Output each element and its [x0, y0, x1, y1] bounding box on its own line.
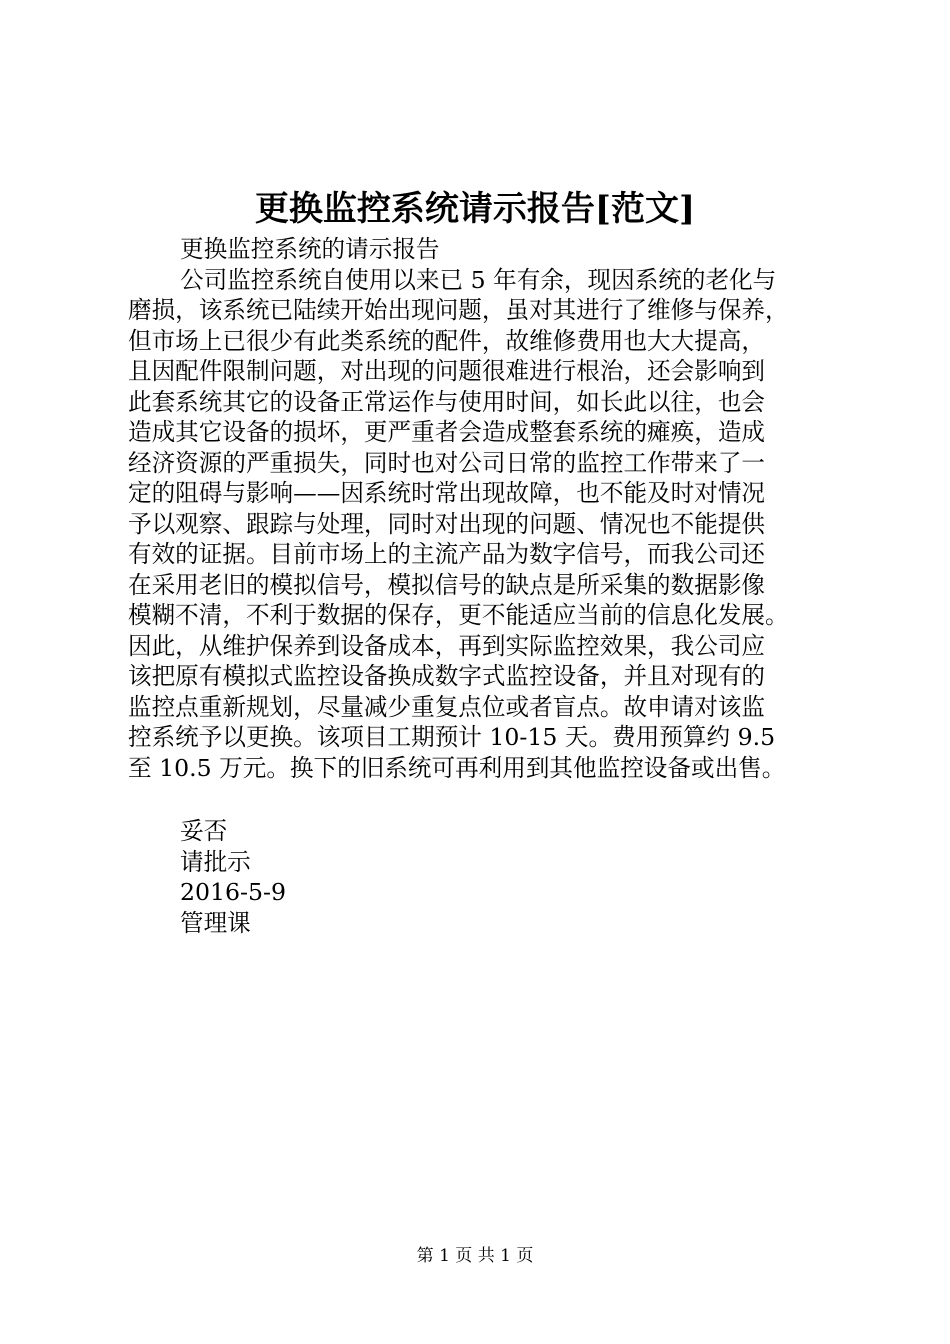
closing-block	[180, 816, 286, 938]
body-line: 有效的证据。目前市场上的主流产品为数字信号，而我公司还	[128, 540, 766, 568]
document-title: 更换监控系统请示报告[范文]	[254, 189, 696, 229]
body-line: 在采用老旧的模拟信号，模拟信号的缺点是所采集的数据影像	[128, 570, 766, 599]
body-line: 监控点重新规划，尽量减少重复点位或者盲点。故申请对该监	[128, 692, 766, 721]
body-line: 造成其它设备的损坏，更严重者会造成整套系统的瘫痪，造成	[128, 418, 766, 446]
body-line: 因此，从维护保养到设备成本，再到实际监控效果，我公司应	[128, 631, 766, 660]
body-line: 模糊不清，不利于数据的保存，更不能适应当前的信息化发展。	[128, 601, 789, 629]
closing-line-approval: 妥否	[180, 817, 228, 845]
body-line: 予以观察、跟踪与处理，同时对出现的问题、情况也不能提供	[128, 509, 766, 538]
subtitle-line: 更换监控系统的请示报告	[180, 235, 440, 263]
page-footer: 第 1 页 共 1 页	[416, 1246, 534, 1266]
body-line: 但市场上已很少有此类系统的配件，故维修费用也大大提高，	[128, 326, 766, 355]
body-line: 磨损，该系统已陆续开始出现问题，虽对其进行了维修与保养，	[128, 296, 789, 324]
body-line: 定的阻碍与影响——因系统时常出现故障，也不能及时对情况	[128, 479, 766, 507]
body-line: 且因配件限制问题，对出现的问题很难进行根治，还会影响到	[128, 357, 766, 385]
body-line: 控系统予以更换。该项目工期预计 10-15 天。费用预算约 9.5	[128, 723, 776, 751]
body-line: 公司监控系统自使用以来已 5 年有余，现因系统的老化与	[180, 265, 777, 294]
body-line: 经济资源的严重损失，同时也对公司日常的监控工作带来了一	[128, 448, 766, 477]
body-line: 该把原有模拟式监控设备换成数字式监控设备，并且对现有的	[128, 662, 766, 690]
closing-signer: 管理课	[180, 908, 251, 937]
closing-line-request: 请批示	[180, 847, 251, 876]
body-line: 此套系统其它的设备正常运作与使用时间，如长此以往，也会	[128, 387, 766, 416]
body-line: 至 10.5 万元。换下的旧系统可再利用到其他监控设备或出售。	[128, 753, 786, 782]
document-body	[128, 234, 840, 783]
closing-date: 2016-5-9	[180, 878, 287, 906]
